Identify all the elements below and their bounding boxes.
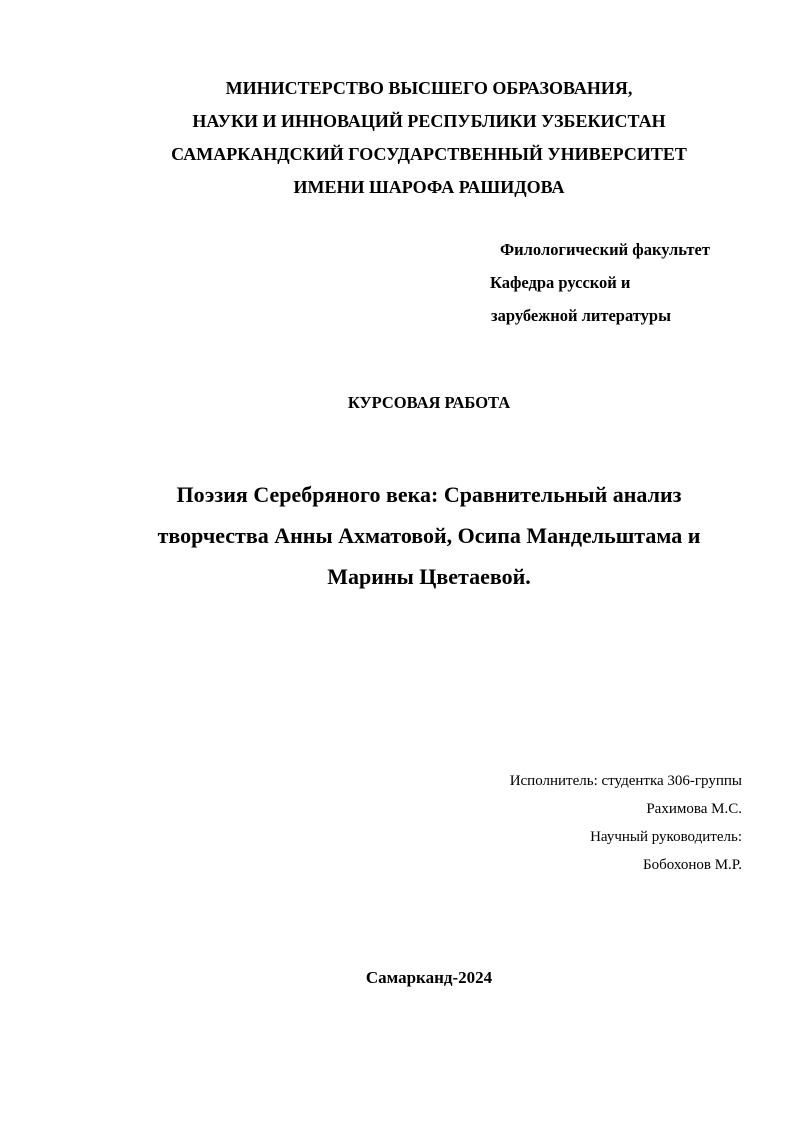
author-name: Рахимова М.С. [646, 801, 742, 817]
document-title-line-1: Поэзия Серебряного века: Сравнительный анализ [176, 482, 682, 507]
supervisor-label: Научный руководитель: [590, 829, 742, 845]
author-label: Исполнитель: студентка 306-группы [509, 773, 742, 789]
work-type-heading: КУРСОВАЯ РАБОТА [347, 393, 511, 412]
chair-name-line-1: Кафедра русской и [490, 273, 631, 292]
supervisor-name: Бобохонов М.Р. [643, 857, 742, 873]
chair-name-line-2: зарубежной литературы [491, 306, 671, 325]
document-title-line-3: Марины Цветаевой. [327, 564, 531, 589]
document-title-line-2: творчества Анны Ахматовой, Осипа Мандельштама и [157, 523, 701, 548]
ministry-line-1: МИНИСТЕРСТВО ВЫСШЕГО ОБРАЗОВАНИЯ, [225, 78, 633, 98]
faculty-name: Филологический факультет [500, 240, 710, 259]
city-year: Самарканд-2024 [365, 968, 493, 987]
university-line-2: ИМЕНИ ШАРОФА РАШИДОВА [293, 177, 565, 197]
ministry-line-2: НАУКИ И ИННОВАЦИЙ РЕСПУБЛИКИ УЗБЕКИСТАН [192, 111, 666, 131]
university-line-1: САМАРКАНДСКИЙ ГОСУДАРСТВЕННЫЙ УНИВЕРСИТЕТ [171, 144, 687, 164]
